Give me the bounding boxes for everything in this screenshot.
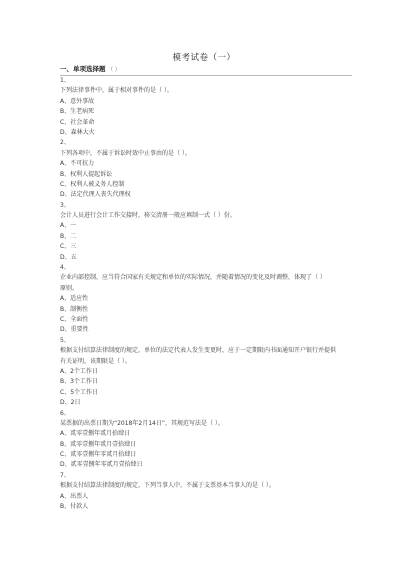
question-option: A、2个工作日 [60,367,98,375]
question-option: C、权利人被义务人控制 [60,180,125,188]
question-number: 6、 [60,409,70,417]
question-stem: 根据支付结算法律制度的规定，下列当事人中，不属于支票基本当事人的是（ ）。 [60,482,275,490]
question-option: C、社会革命 [60,118,95,126]
question-option: C、全面性 [60,315,89,323]
section-heading-label: 一、单项选择题 [60,65,106,73]
question-list [60,76,360,512]
question-option: B、二 [60,232,77,240]
question-option: A、一 [60,222,77,230]
question-stem: 某票据的出票日期为“2018年2月14日”，其规范写法是（ ）。 [60,419,224,427]
question-option: D、重要性 [60,326,89,334]
question-option: C、贰零壹捌年零贰月拾肆日 [60,451,137,459]
question-option: B、生老病死 [60,108,95,116]
question-option: D、森林大火 [60,128,95,136]
question-number: 2、 [60,139,70,147]
question-option: D、2日 [60,399,81,407]
question-option: A、适应性 [60,295,89,303]
question-option: B、贰零壹捌年贰月壹拾肆日 [60,440,137,448]
question-option: A、意外事故 [60,97,95,105]
question-option: D、贰零壹捌年零贰月壹拾肆日 [60,461,143,469]
question-option: D、五 [60,253,77,261]
question-option: C、三 [60,243,77,251]
question-number: 7、 [60,471,70,479]
question-option: B、权利人提起诉讼 [60,170,113,178]
question-stem: 下列法律事件中，属于相对事件的是（ ）。 [60,87,173,95]
question-number: 4、 [60,264,70,272]
question-number: 3、 [60,201,70,209]
section-heading [60,64,352,76]
section-heading-hint: （ ） [107,67,121,73]
question-stem-continued: 原则。 [60,284,79,292]
question-option: A、不可抗力 [60,160,95,168]
question-stem: 下列各项中，不属于诉讼时效中止事由的是（ ）。 [60,149,191,157]
question-stem: 会计人员进行会计工作交接时，移交清册一般应填制一式（ ）份。 [60,212,236,220]
question-option: B、3个工作日 [60,378,98,386]
page-title: 模考试卷（一） [172,53,236,63]
question-stem: 企业内部控制，应当符合国家有关规定和单位的实际情况，并随着情况的变化及时调整，体现了（ ） [60,274,326,282]
question-option: B、制衡性 [60,305,89,313]
question-number: 1、 [60,77,70,84]
question-option: D、法定代理人丧失代理权 [60,191,131,199]
question-option: A、贰零壹捌年贰月拾肆日 [60,430,131,438]
question-option: C、5个工作日 [60,388,99,396]
question-option: A、出票人 [60,492,89,500]
question-number: 5、 [60,336,70,344]
question-option: B、付款人 [60,503,89,511]
question-stem: 根据支付结算法律制度的规定，单位的法定代表人发生变更时，应于一定期限内书面通知开户银行并提供 [60,347,337,355]
question-stem-continued: 有关证明，该期限是（ ）。 [60,357,131,365]
